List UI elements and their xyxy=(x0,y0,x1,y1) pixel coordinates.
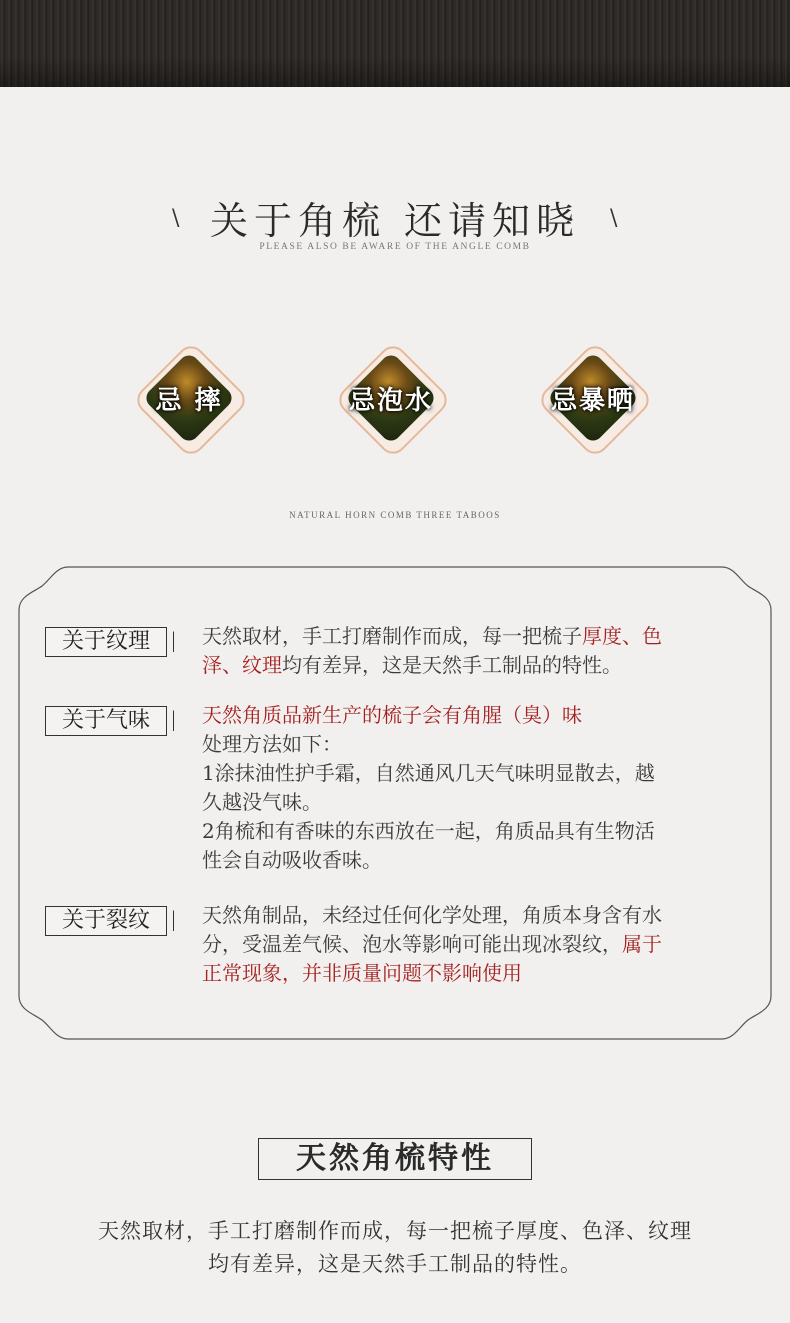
feature-title: 天然角梳特性 xyxy=(258,1138,532,1180)
body-text: 久越没气味。 xyxy=(202,790,322,814)
feature-text xyxy=(0,1215,790,1281)
title-slash-left: \ xyxy=(172,206,180,231)
highlight-text: 天然角质品新生产的梳子会有角腥（臭）味 xyxy=(202,703,582,727)
note-text-crack xyxy=(202,901,754,988)
note-line xyxy=(202,759,754,788)
note-line xyxy=(202,651,754,680)
taboo-label: 忌 摔 xyxy=(155,386,223,416)
top-photo-strip xyxy=(0,0,790,87)
highlight-text: 正常现象，并非质量问题不影响使用 xyxy=(202,961,522,985)
note-text-texture xyxy=(202,622,754,680)
note-line xyxy=(202,622,754,651)
section-title xyxy=(0,190,790,245)
note-line xyxy=(202,846,754,875)
highlight-text: 泽、纹理 xyxy=(202,653,282,677)
body-text: 2角梳和有香味的东西放在一起，角质品具有生物活 xyxy=(202,819,655,843)
taboo-label: 忌暴晒 xyxy=(550,386,635,416)
note-tag-smell: 关于气味 xyxy=(45,706,167,736)
taboo-badge-water xyxy=(343,350,439,446)
note-line xyxy=(202,701,754,730)
note-tag-crack: 关于裂纹 xyxy=(45,906,167,936)
note-line xyxy=(202,730,754,759)
note-line xyxy=(202,901,754,930)
note-line xyxy=(202,959,754,988)
body-text: 性会自动吸收香味。 xyxy=(202,848,382,872)
title-slash-right: \ xyxy=(610,206,618,231)
taboo-label: 忌泡水 xyxy=(348,386,433,416)
body-text: 1涂抹油性护手霜，自然通风几天气味明显散去，越 xyxy=(202,761,655,785)
note-tag-texture: 关于纹理 xyxy=(45,627,167,657)
note-text-smell xyxy=(202,701,754,875)
feature-line-1: 天然取材，手工打磨制作而成，每一把梳子厚度、色泽、纹理 xyxy=(98,1219,692,1243)
page-subtitle: PLEASE ALSO BE AWARE OF THE ANGLE COMB xyxy=(259,242,531,252)
page-title: 关于角梳 还请知晓 xyxy=(209,199,581,243)
body-text: 天然角制品，未经过任何化学处理，角质本身含有水 xyxy=(202,903,662,927)
taboo-badge-drop xyxy=(141,350,237,446)
highlight-text: 属于 xyxy=(622,932,662,956)
note-line xyxy=(202,788,754,817)
body-text: 均有差异，这是天然手工制品的特性。 xyxy=(282,653,622,677)
body-text: 处理方法如下： xyxy=(202,732,342,756)
body-text: 天然取材，手工打磨制作而成，每一把梳子 xyxy=(202,624,582,648)
feature-line-2: 均有差异，这是天然手工制品的特性。 xyxy=(208,1252,582,1276)
taboo-caption: NATURAL HORN COMB THREE TABOOS xyxy=(289,510,501,520)
body-text: 分，受温差气候、泡水等影响可能出现冰裂纹， xyxy=(202,932,622,956)
highlight-text: 厚度、色 xyxy=(582,624,662,648)
note-line xyxy=(202,817,754,846)
taboo-badge-sun xyxy=(545,350,641,446)
note-line xyxy=(202,930,754,959)
